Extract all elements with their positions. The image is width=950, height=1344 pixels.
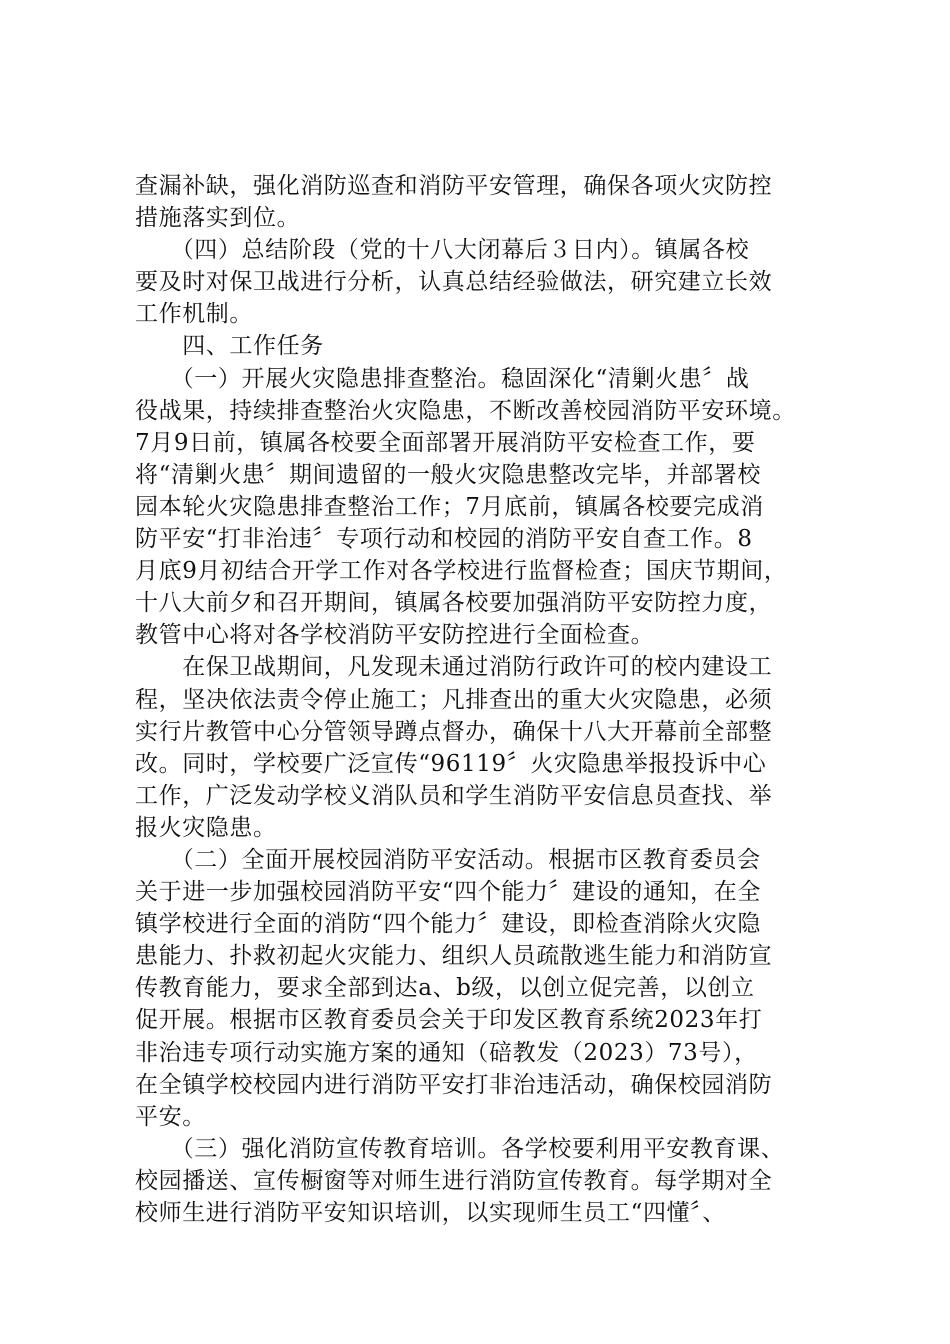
- text-line: 在全镇学校校园内进行消防平安打非治违活动，确保校园消防: [135, 1071, 773, 1098]
- text-line: 促开展。根据市区教育委员会关于印发区教育系统2023年打: [135, 1007, 763, 1034]
- text-line: （一）开展火灾隐患排查整治。稳固深化“清剿火患〞战: [135, 365, 750, 392]
- text-line: （二）全面开展校园消防平安活动。根据市区教育委员会: [135, 846, 761, 873]
- text-line: 防平安“打非治违〞专项行动和校园的消防平安自查工作。8: [135, 526, 753, 553]
- text-line: 7月9日前，镇属各校要全面部署开展消防平安检查工作，要: [135, 429, 756, 456]
- text-line: 工作，广泛发动学校义消队员和学生消防平安信息员查找、举: [135, 782, 773, 809]
- text-line: 改。同时，学校要广泛宣传“96119〞火灾隐患举报投诉中心: [135, 750, 767, 777]
- text-line: 园本轮火灾隐患排查整治工作；7月底前，镇属各校要完成消: [135, 493, 764, 520]
- text-line: 关于进一步加强校园消防平安“四个能力〞建设的通知，在全: [135, 879, 761, 906]
- text-line: 四、工作任务: [135, 333, 324, 360]
- text-line: 十八大前夕和召开期间，镇属各校要加强消防平安防控力度，: [135, 590, 773, 617]
- text-line: 报火灾隐患。: [135, 814, 277, 841]
- text-line: 查漏补缺，强化消防巡查和消防平安管理，确保各项火灾防控: [135, 173, 773, 199]
- text-line: 镇学校进行全面的消防“四个能力〞建设，即检查消除火灾隐: [135, 911, 761, 938]
- text-line: 役战果，持续排查整治火灾隐患，不断改善校园消防平安环境。: [135, 397, 796, 424]
- text-line: 程，坚决依法责令停止施工；凡排查出的重大火灾隐患，必须: [135, 686, 773, 713]
- text-line: 要及时对保卫战进行分析，认真总结经验做法，研究建立长效: [135, 269, 773, 296]
- text-line: 工作机制。: [135, 301, 253, 328]
- text-line: 平安。: [135, 1103, 206, 1130]
- text-line: 教管中心将对各学校消防平安防控进行全面检查。: [135, 622, 655, 649]
- text-line: 非治违专项行动实施方案的通知（碚教发（2023）73号），: [135, 1039, 758, 1066]
- text-line: 月底9月初结合开学工作对各学校进行监督检查；国庆节期间，: [135, 558, 788, 585]
- text-line: 实行片教管中心分管领导蹲点督办，确保十八大开幕前全部整: [135, 718, 773, 745]
- text-line: 校园播送、宣传橱窗等对师生进行消防宣传教育。每学期对全: [135, 1167, 773, 1194]
- text-line: 措施落实到位。: [135, 205, 301, 232]
- text-line: 患能力、扑救初起火灾能力、组织人员疏散逃生能力和消防宣: [135, 943, 773, 970]
- text-line: （四）总结阶段（党的十八大闭幕后３日内）。镇属各校: [135, 237, 750, 264]
- text-line: 将“清剿火患〞期间遗留的一般火灾隐患整改完毕，并部署校: [135, 461, 761, 488]
- text-line: 在保卫战期间，凡发现未通过消防行政许可的校内建设工: [135, 654, 773, 681]
- text-line: （三）强化消防宣传教育培训。各学校要利用平安教育课、: [135, 1135, 785, 1162]
- text-line: 校师生进行消防平安知识培训，以实现师生员工“四懂〞、: [135, 1200, 726, 1226]
- text-line: 传教育能力，要求全部到达a、b级，以创立促完善，以创立: [135, 975, 755, 1002]
- body-text: [135, 170, 835, 1229]
